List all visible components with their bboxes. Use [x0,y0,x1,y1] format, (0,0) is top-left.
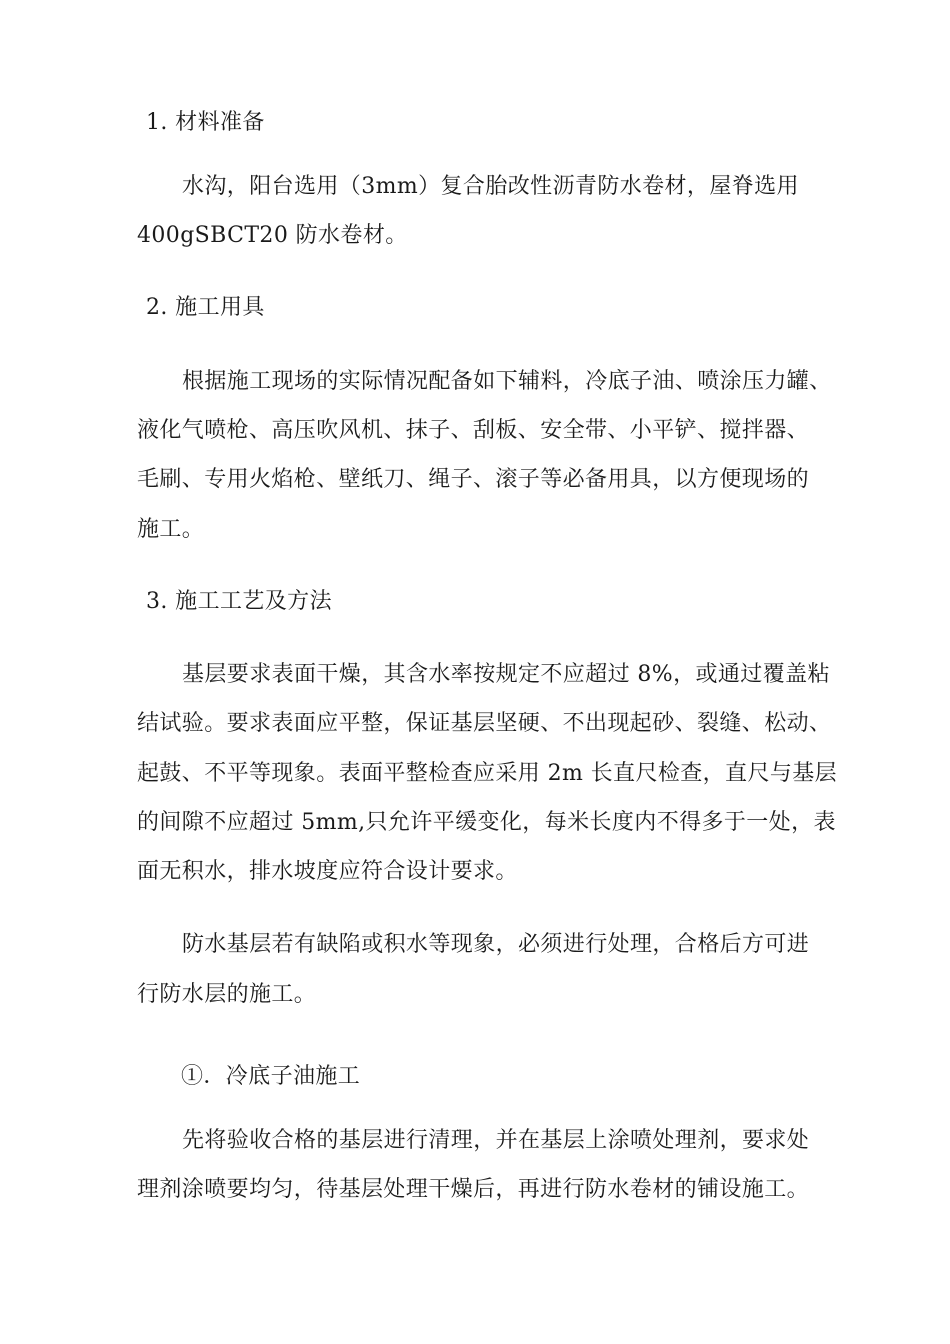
paragraph-line: 起鼓、不平等现象。表面平整检查应采用 2m 长直尺检查，直尺与基层 [137,761,838,786]
section-heading-process: 3. 施工工艺及方法 [146,589,332,614]
paragraph-line: 毛刷、专用火焰枪、壁纸刀、绳子、滚子等必备用具，以方便现场的 [137,467,810,492]
subsection-heading-primer: ①．冷底子油施工 [181,1064,361,1089]
paragraph-line: 先将验收合格的基层进行清理，并在基层上涂喷处理剂，要求处 [182,1128,810,1153]
paragraph-line: 行防水层的施工。 [137,982,317,1007]
paragraph-line: 的间隙不应超过 5mm,只允许平缓变化，每米长度内不得多于一处，表 [137,810,836,835]
section-heading-tools: 2. 施工用具 [146,295,265,320]
paragraph-line: 水沟，阳台选用（3mm）复合胎改性沥青防水卷材，屋脊选用 [182,174,799,199]
paragraph-line: 面无积水，排水坡度应符合设计要求。 [137,859,518,884]
paragraph-line: 施工。 [137,517,205,542]
paragraph-line: 理剂涂喷要均匀，待基层处理干燥后，再进行防水卷材的铺设施工。 [137,1177,810,1202]
paragraph-line: 根据施工现场的实际情况配备如下辅料，冷底子油、喷涂压力罐、 [182,369,832,394]
paragraph-line: 基层要求表面干燥，其含水率按规定不应超过 8%，或通过覆盖粘 [182,662,830,687]
paragraph-line: 液化气喷枪、高压吹风机、抹子、刮板、安全带、小平铲、搅拌器、 [137,418,810,443]
paragraph-line: 结试验。要求表面应平整，保证基层坚硬、不出现起砂、裂缝、松动、 [137,711,832,736]
paragraph-line: 400gSBCT20 防水卷材。 [137,223,408,248]
section-heading-materials: 1. 材料准备 [146,110,265,135]
paragraph-line: 防水基层若有缺陷或积水等现象，必须进行处理，合格后方可进 [182,932,810,957]
